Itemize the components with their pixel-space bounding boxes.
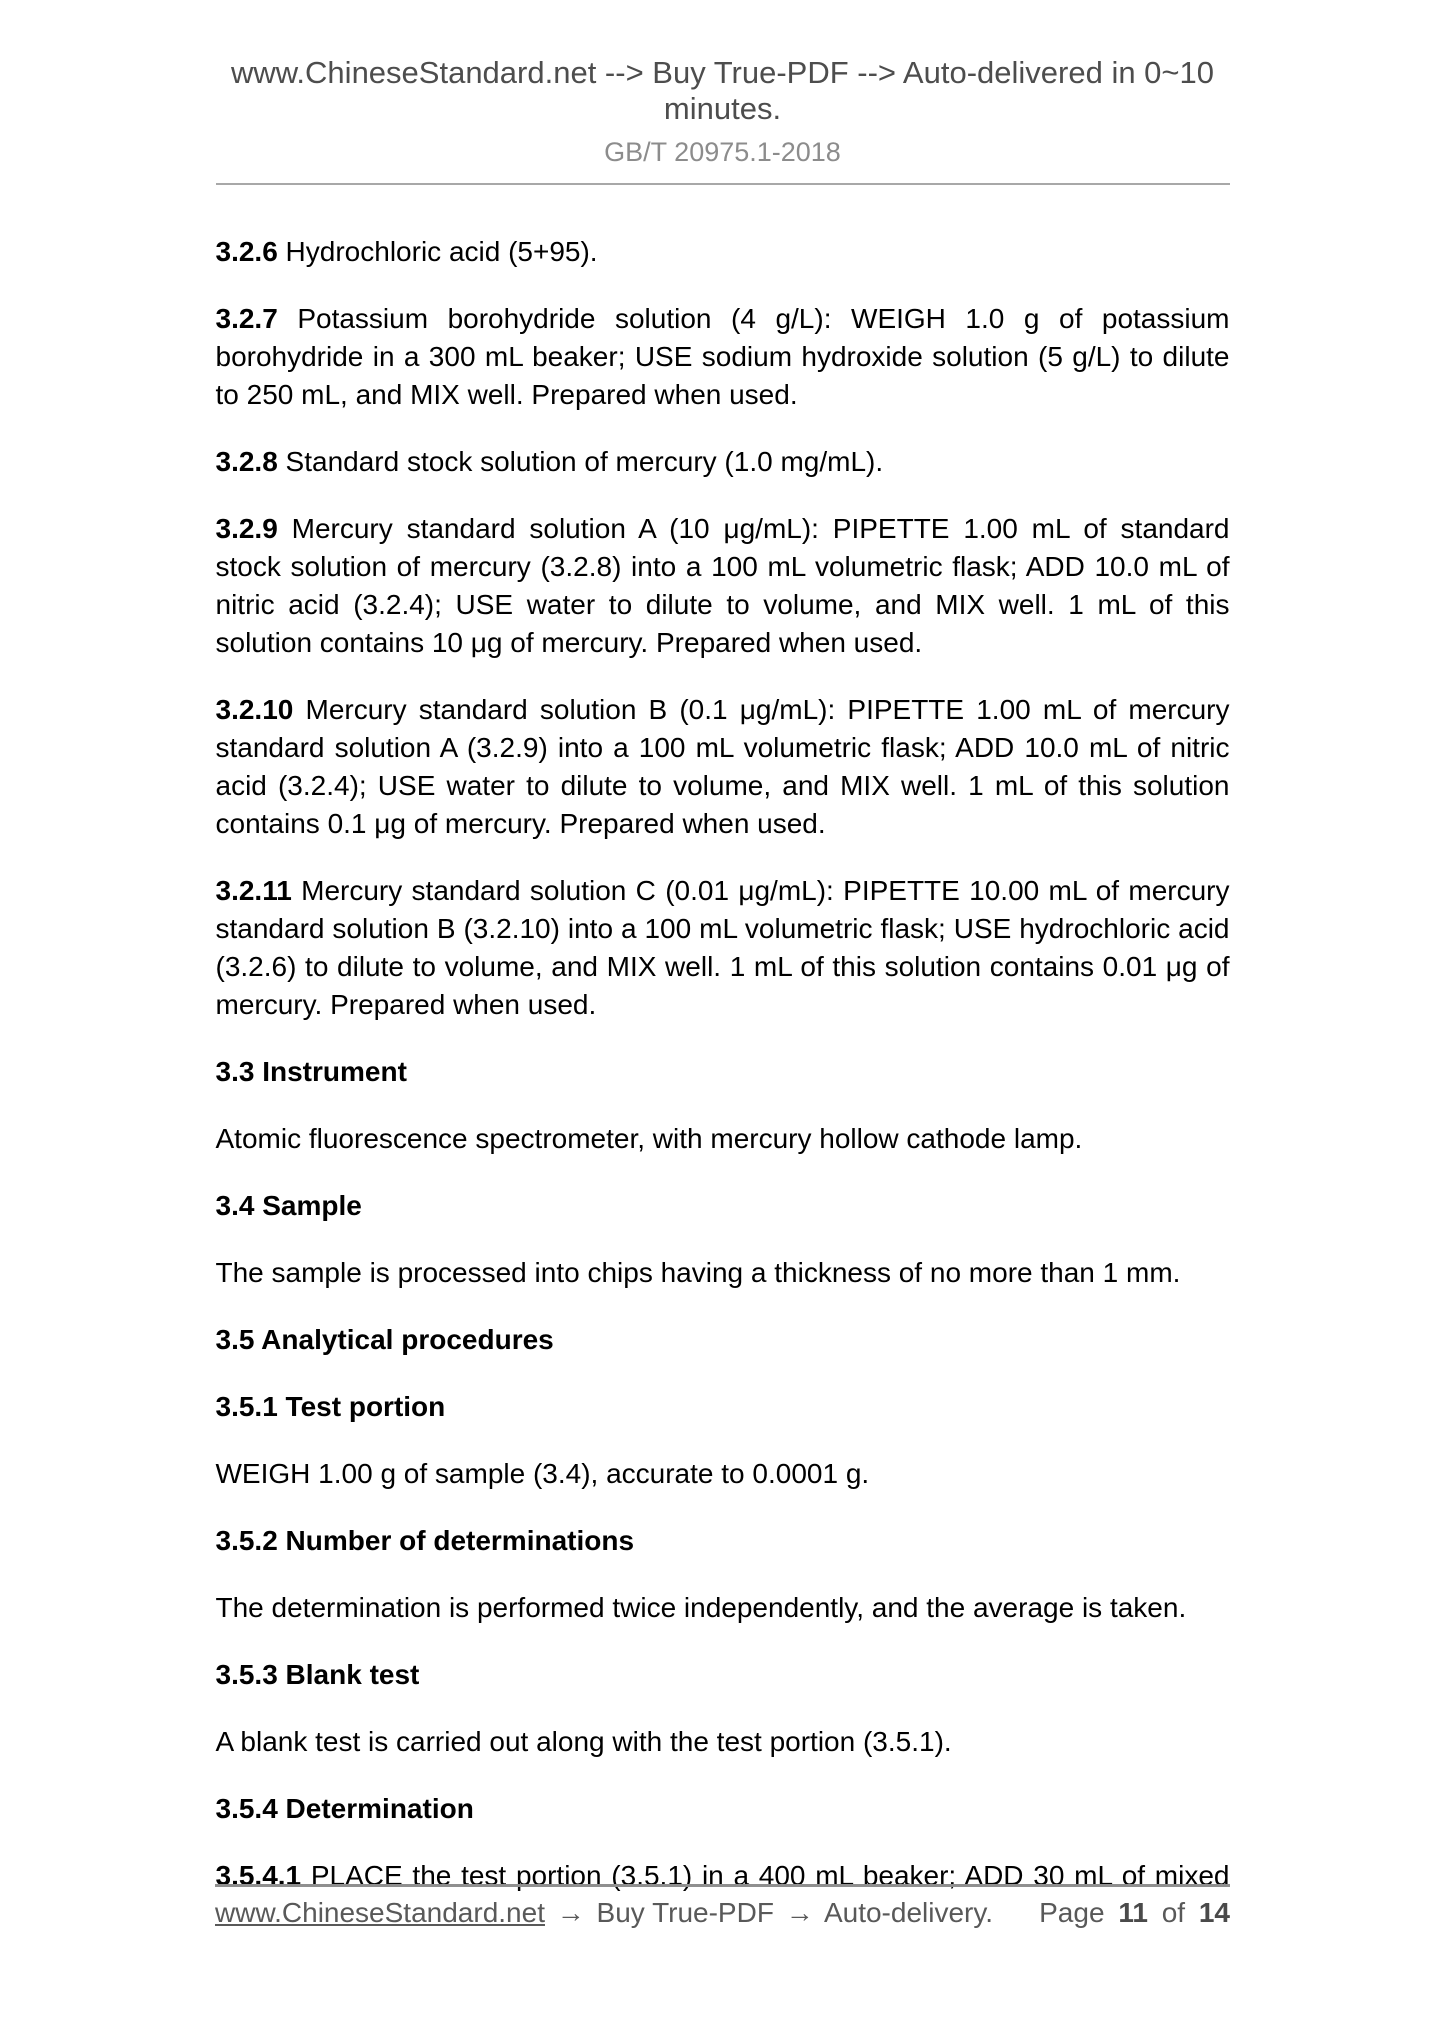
paragraph-text: The sample is processed into chips having a thickness of no more than 1 mm.: [215, 1257, 1181, 1288]
heading-text: Determination: [277, 1793, 474, 1824]
footer-site-line: [215, 1896, 993, 1930]
heading-text: Sample: [254, 1190, 362, 1221]
footer-buy-text: Buy True-PDF: [596, 1897, 774, 1928]
paragraph-3-2-9: [216, 510, 1230, 662]
heading-3-5-3-blank-test: [216, 1656, 1230, 1694]
section-number: 3.2.11: [215, 875, 292, 906]
header-banner: www.ChineseStandard.net --> Buy True-PDF --> Auto-delivered in 0~10 minutes.: [230, 55, 1215, 126]
paragraph-text: The determination is performed twice independently, and the average is taken.: [215, 1592, 1187, 1623]
paragraph-3-2-6: [216, 233, 1230, 271]
section-number: 3.2.6: [215, 236, 278, 267]
paragraph-3-2-11: [216, 872, 1230, 1024]
heading-3-4-sample: [216, 1187, 1230, 1225]
section-number: 3.5.2: [215, 1525, 278, 1556]
paragraph-text: Mercury standard solution A (10 μg/mL): PIPETTE 1.00 mL of standard stock solution of mercury (3.2.8) into a 100 mL volumetric flask; ADD 10.0 mL of nitric acid (3.2.4); USE water to dilute to volume, and MIX well. 1 mL of this solution contains 10 μg of mercury. Prepared when used.: [215, 513, 1230, 658]
doc-number: GB/T 20975.1-2018: [604, 137, 841, 167]
section-number: 3.5: [215, 1324, 255, 1355]
heading-3-5-1-test-portion: [216, 1388, 1230, 1426]
paragraph-instrument-body: [216, 1120, 1230, 1158]
paragraph-text: Standard stock solution of mercury (1.0 mg/mL).: [277, 446, 884, 477]
paragraph-text: Atomic fluorescence spectrometer, with mercury hollow cathode lamp.: [215, 1123, 1083, 1154]
heading-text: Analytical procedures: [254, 1324, 554, 1355]
section-number: 3.3: [215, 1056, 255, 1087]
heading-text: Test portion: [277, 1391, 446, 1422]
paragraph-text: Hydrochloric acid (5+95).: [277, 236, 598, 267]
heading-3-5-4-determination: [216, 1790, 1230, 1828]
paragraph-3-2-8: [216, 443, 1230, 481]
page-current: 11: [1118, 1897, 1148, 1928]
section-number: 3.2.7: [215, 303, 278, 334]
paragraph-blank-test-body: [216, 1723, 1230, 1761]
page-label: Page: [1039, 1897, 1105, 1928]
heading-text: Number of determinations: [277, 1525, 635, 1556]
section-number: 3.5.4: [215, 1793, 278, 1824]
heading-3-5-analytical-procedures: [216, 1321, 1230, 1359]
section-number: 3.5.3: [215, 1659, 278, 1690]
footer-site-link[interactable]: www.ChineseStandard.net: [215, 1897, 545, 1928]
section-number: 3.4: [215, 1190, 255, 1221]
paragraph-text: Potassium borohydride solution (4 g/L): WEIGH 1.0 g of potassium borohydride in a 300 mL beaker; USE sodium hydroxide solution (5 g/L) to dilute to 250 mL, and MIX well. Prepared when used.: [215, 303, 1230, 410]
of-label: of: [1161, 1897, 1186, 1928]
header-divider: [216, 183, 1230, 185]
paragraph-determinations-body: [216, 1589, 1230, 1627]
document-body: [216, 233, 1230, 1895]
heading-text: Instrument: [254, 1056, 407, 1087]
paragraph-3-2-10: [216, 691, 1230, 843]
paragraph-text: Mercury standard solution B (0.1 μg/mL): PIPETTE 1.00 mL of mercury standard solution A (3.2.9) into a 100 mL volumetric flask; ADD 10.0 mL of nitric acid (3.2.4); USE water to dilute to volume, and MIX well. 1 mL of this solution contains 0.1 μg of mercury. Prepared when used.: [215, 694, 1230, 839]
page-total: 14: [1198, 1897, 1230, 1928]
paragraph-text: A blank test is carried out along with the test portion (3.5.1).: [215, 1726, 952, 1757]
paragraph-3-2-7: [216, 300, 1230, 414]
paragraph-text: WEIGH 1.00 g of sample (3.4), accurate to 0.0001 g.: [215, 1458, 870, 1489]
page-indicator: [1039, 1896, 1230, 1930]
section-number: 3.5.4.1: [215, 1860, 302, 1891]
page-footer: [215, 1884, 1230, 1930]
paragraph-sample-body: [216, 1254, 1230, 1292]
heading-3-5-2-number-of-determinations: [216, 1522, 1230, 1560]
heading-3-3-instrument: [216, 1053, 1230, 1091]
paragraph-text: Mercury standard solution C (0.01 μg/mL): PIPETTE 10.00 mL of mercury standard solution B (3.2.10) into a 100 mL volumetric flask; USE hydrochloric acid (3.2.6) to dilute to volume, and MIX well. 1 mL of this solution contains 0.01 μg of mercury. Prepared when used.: [215, 875, 1230, 1020]
heading-text: Blank test: [277, 1659, 420, 1690]
section-number: 3.2.10: [215, 694, 294, 725]
paragraph-test-portion-body: [216, 1455, 1230, 1493]
section-number: 3.2.9: [215, 513, 278, 544]
section-number: 3.5.1: [215, 1391, 278, 1422]
arrow-right-icon: →: [785, 1897, 814, 1928]
paragraph-text: PLACE the test portion (3.5.1) in a 400 mL beaker; ADD 30 mL of mixed: [301, 1860, 1230, 1891]
arrow-right-icon: →: [556, 1897, 585, 1928]
page-header: [216, 0, 1230, 168]
footer-delivery-text: Auto-delivery.: [823, 1897, 994, 1928]
section-number: 3.2.8: [215, 446, 278, 477]
